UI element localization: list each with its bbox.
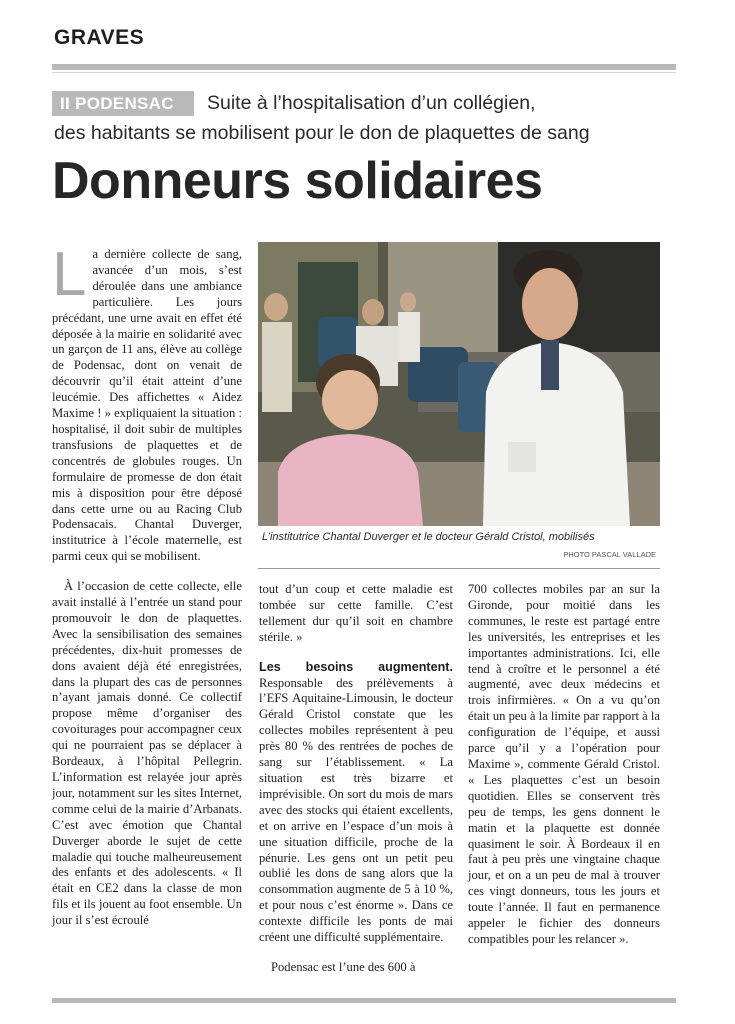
article-paragraph: La dernière collecte de sang, avancée d’un mois, s’est déroulée dans une ambiance particulière. Les jours précédant, une urne avait en effet été déposée à la mairie en solidarité avec un garçon de 11 ans, élève au collège de Podensac, dont on venait de découvrir qu’il était atteint d’une leucémie. Des affichettes « Aidez Maxime ! » expliquaient la situation : hospitalisé, il doit subir de multiples transfusions de plaquettes et de concentrés de globules rouges. Un formulaire de promesse de don était mis à disposition pour être déposé dans cette urne ou au Racing Club Podensacais. Chantal Duverger, institutrice à l’école maternelle, est parmi ceux qui se mobilisent. — [52, 240, 242, 564]
caption-rule — [258, 568, 660, 569]
article-column-1 — [52, 240, 242, 943]
article-paragraph: 700 collectes mobiles par an sur la Gironde, pour moitié dans les communes, le reste est partagé entre les universités, les entreprises et les importantes administrations. Ici, elle tend à croître et le personnel a été augmenté, avec deux médecins et trois infirmières. « On a vu qu’on était un peu à la limite par rapport à la configuration de l’équipe, et aussi parce qu’il y a l’opération pour Maxime », commente Gérald Cristol. « Les plaquettes c’est un besoin quotidien. Elles se conservent très peu de temps, les gens donnent le matin et la plaquette est donnée quasiment le soir. À Bordeaux il en faut à peu près une vingtaine chaque jour, et on a un peu de mal à trouver ces vingt donneurs, tous les jours et toute l’année. Il faut en permanence appeler le fichier des donneurs compatibles pour les relancer ». — [468, 582, 660, 946]
subheadline-line1: Suite à l’hospitalisation d’un collégien, — [207, 92, 536, 114]
subheadline-line2: des habitants se mobilisent pour le don de plaquettes de sang — [54, 122, 590, 144]
article-paragraph: tout d’un coup et cette maladie est tombée sur cette famille. C’est tellement dur qu’il soit en chambre stérile. » — [259, 582, 453, 644]
headline: Donneurs solidaires — [52, 152, 543, 210]
photo-illustration — [258, 242, 660, 526]
kicker-tag: II PODENSAC — [52, 91, 194, 116]
drop-cap: L — [52, 240, 87, 309]
section-label: GRAVES — [54, 26, 145, 49]
intertitle: Les besoins augmentent. — [259, 659, 453, 674]
photo-caption: L’institutrice Chantal Duverger et le docteur Gérald Cristol, mobilisés — [262, 531, 595, 543]
top-rule — [52, 64, 676, 70]
top-rule-thin — [52, 72, 676, 73]
article-paragraph: À l’occasion de cette collecte, elle avait installé à l’entrée un stand pour promouvoir le don de plaquettes. Avec la sensibilisation des semaines précédentes, dix-huit promesses de dons avaient déjà été enregistrées, dans la plupart des cas de personnes n’ayant jamais donné. Ce collectif propose même d’organiser des covoiturages pour accompagner ceux qui ne pourraient pas se déplacer à Bordeaux, à l’hôpital Pellegrin. L’information est relayée jour après jour, notamment sur les sites Internet, comme celui de la mairie d’Arbanats. C’est avec émotion que Chantal Duverger aborde le sujet de cette maladie qui touche malheureusement des enfants et des adolescents. « Il était en CE2 dans la classe de mon fils et ils jouent au foot ensemble. Un jour il s’est écroulé — [52, 579, 242, 928]
subheadline — [54, 88, 674, 148]
article-photo — [258, 242, 660, 526]
bottom-rule — [52, 998, 676, 1003]
article-paragraph: Les besoins augmentent. Responsable des prélèvements à l’EFS Aquitaine-Limousin, le docteur Gérald Cristol constate que les collectes mobiles représentent à peu près 80 % des rentrées de poches de sang sur l’établissement. « La situation est très bizarre et imprévisible. On sort du mois de mars avec des stocks qui étaient excellents, et on arrive en l’espace d’un mois à une situation difficile, proche de la pénurie. Les gens ont un petit peu oublié les dons de sang alors que la consommation augmente de 5 à 10 %, et pour nous c’est énorme ». Dans ce contexte difficile les ponts de mai créent une difficulté supplémentaire. — [259, 659, 453, 945]
photo-credit: PHOTO PASCAL VALLADE — [563, 550, 656, 559]
article-column-2 — [259, 582, 453, 990]
article-column-3 — [468, 582, 660, 962]
article-paragraph: Podensac est l’une des 600 à — [271, 959, 416, 974]
